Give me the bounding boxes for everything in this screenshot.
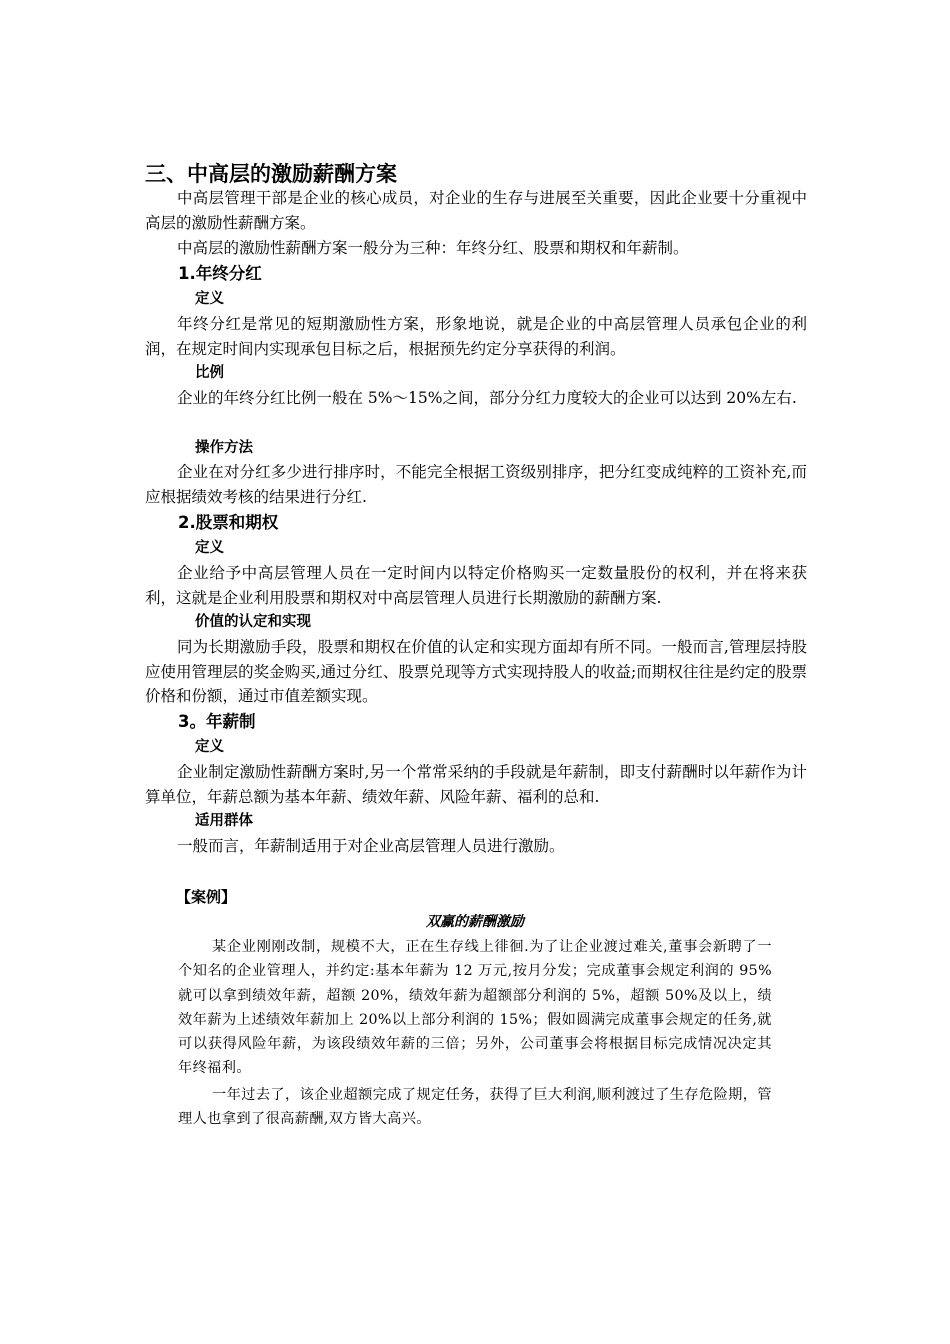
heading-annual-bonus: 1.年终分红 <box>178 264 262 283</box>
subheading-definition: 定义 <box>195 739 224 755</box>
subheading-definition: 定义 <box>195 291 224 307</box>
stocks-options-definition: 企业给予中高层管理人员在一定时间内以特定价格购买一定数量股份的权利，并在将来获利，这就是企业利用股票和期权对中高层管理人员进行长期激励的薪酬方案. <box>145 564 807 607</box>
section-title: 三、中高层的激励薪酬方案 <box>145 162 397 186</box>
intro-paragraph-1: 中高层管理干部是企业的核心成员，对企业的生存与进展至关重要，因此企业要十分重视中高层的激励性薪酬方案。 <box>145 189 807 232</box>
annual-salary-target-group: 一般而言，年薪制适用于对企业高层管理人员进行激励。 <box>177 837 565 855</box>
case-title: 双赢的薪酬激励 <box>426 914 524 930</box>
case-paragraph-2: 一年过去了，该企业超额完成了规定任务，获得了巨大利润,顺利渡过了生存危险期，管理人也拿到了很高薪酬,双方皆大高兴。 <box>178 1087 772 1128</box>
annual-salary-definition: 企业制定激励性薪酬方案时,另一个常常采纳的手段就是年薪制，即支付薪酬时以年薪作为计算单位，年薪总额为基本年薪、绩效年薪、风险年薪、福利的总和. <box>145 763 807 806</box>
case-paragraph-1: 某企业刚刚改制，规模不大，正在生存线上徘徊.为了让企业渡过难关,董事会新聘了一个知名的企业管理人，并约定:基本年薪为 12 万元,按月分发；完成董事会规定利润的 95%就可以拿到绩效年薪，超额 20%，绩效年薪为超额部分利润的 5%，超额 50%及以上，绩效年薪为上述绩效年薪加上 20%以上部分利润的 15%；假如圆满完成董事会规定的任务,就可以获得风险年薪，为该段绩效年薪的三倍；另外，公司董事会将根据目标完成情况决定其年终福利。 <box>178 939 772 1077</box>
annual-bonus-definition: 年终分红是常见的短期激励性方案，形象地说，就是企业的中高层管理人员承包企业的利润，在规定时间内实现承包目标之后，根据预先约定分享获得的利润。 <box>145 315 807 358</box>
stocks-options-value: 同为长期激励手段，股票和期权在价值的认定和实现方面却有所不同。一般而言,管理层持股应使用管理层的奖金购买,通过分红、股票兑现等方式实现持股人的收益;而期权往往是约定的股票价格和份额，通过市值差额实现。 <box>145 638 807 705</box>
case-label: 【案例】 <box>176 888 237 906</box>
intro-paragraph-2: 中高层的激励性薪酬方案一般分为三种：年终分红、股票和期权和年薪制。 <box>177 239 689 257</box>
annual-bonus-ratio: 企业的年终分红比例一般在 5%～15%之间，部分分红力度较大的企业可以达到 20%左右. <box>177 389 797 407</box>
subheading-method: 操作方法 <box>195 440 253 456</box>
subheading-target-group: 适用群体 <box>195 813 253 829</box>
subheading-value: 价值的认定和实现 <box>195 614 311 630</box>
subheading-ratio: 比例 <box>195 365 224 381</box>
annual-bonus-method: 企业在对分红多少进行排序时，不能完全根据工资级别排序，把分红变成纯粹的工资补充,而应根据绩效考核的结果进行分红. <box>145 463 807 506</box>
heading-annual-salary: 3。年薪制 <box>178 712 256 731</box>
subheading-definition: 定义 <box>195 540 224 556</box>
heading-stocks-options: 2.股票和期权 <box>178 513 279 532</box>
